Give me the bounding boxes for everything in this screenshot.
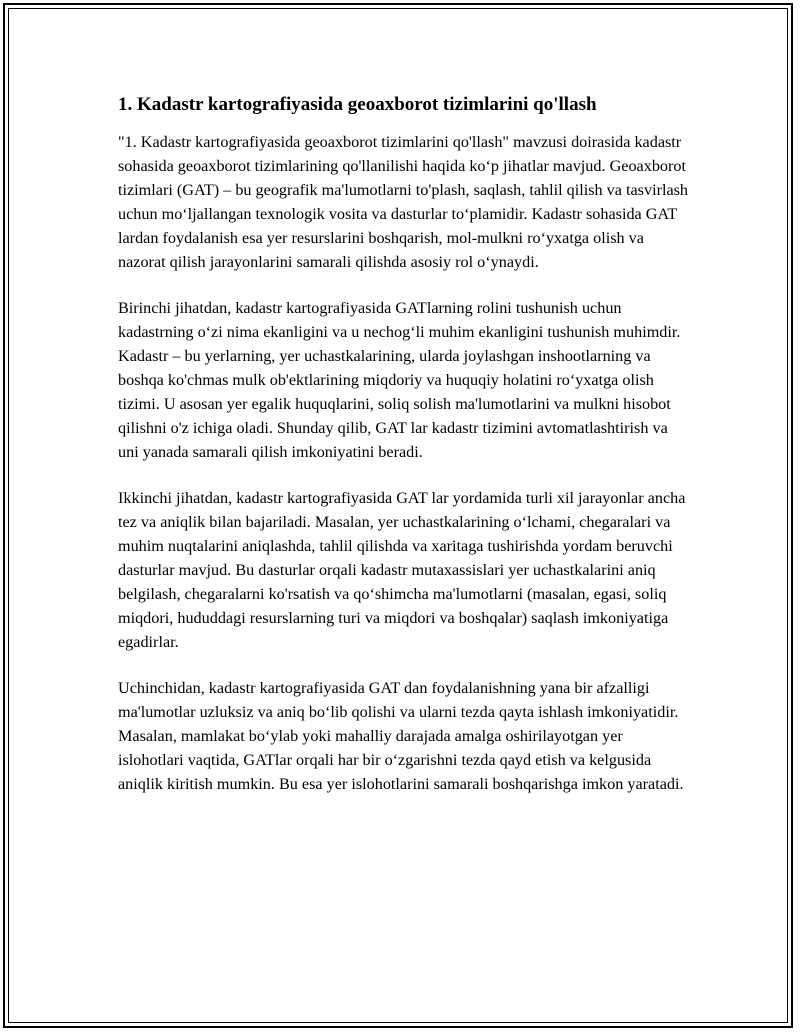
paragraph-second-aspect: Ikkinchi jihatdan, kadastr kartografiyasida GAT lar yordamida turli xil jarayonlar ancha tez va aniqlik bilan bajariladi. Masalan, yer uchastkalarining o‘lchami, chegaralari va muhim nuqtalarini aniqlashda, tahlil qilishda va xaritaga tushirishda yordam beruvchi dasturlar mavjud. Bu dasturlar orqali kadastr mutaxassislari yer uchastkalarini aniq belgilash, chegaralarni ko'rsatish va qo‘shimcha ma'lumotlarni (masalan, egasi, soliq miqdori, hududdagi resurslarning turi va miqdori va boshqalar) saqlash imkoniyatiga egadirlar.: [118, 489, 686, 651]
paragraph-third-aspect: Uchinchidan, kadastr kartografiyasida GAT dan foydalanishning yana bir afzalligi ma'lumotlar uzluksiz va aniq bo‘lib qolishi va ularni tezda qayta ishlash imkoniyatidir. Masalan, mamlakat bo‘ylab yoki mahalliy darajada amalga oshirilayotgan yer islohotlari vaqtida, GATlar orqali har bir o‘zgarishni tezda qayd etish va kelgusida aniqlik kiritish mumkin. Bu esa yer islohotlarini samarali boshqarishga imkon yaratadi.: [118, 679, 684, 793]
paragraph-first-aspect: Birinchi jihatdan, kadastr kartografiyasida GATlarning rolini tushunish uchun kadastrning o‘zi nima ekanligini va u nechog‘li muhim ekanligini tushunish muhimdir. Kadastr – bu yerlarning, yer uchastkalarining, ularda joylashgan inshootlarning va boshqa ko'chmas mulk ob'ektlarining miqdoriy va huquqiy holatini ro‘yxatga olish tizimi. U asosan yer egalik huquqlarini, soliq solish ma'lumotlarini va mulkni hisobot qilishni o'z ichiga oladi. Shunday qilib, GAT lar kadastr tizimini avtomatlashtirish va uni yanada samarali qilish imkoniyatini beradi.: [118, 299, 681, 461]
document-body: [118, 92, 690, 818]
paragraph-intro: "1. Kadastr kartografiyasida geoaxborot tizimlarini qo'llash" mavzusi doirasida kadastr sohasida geoaxborot tizimlarining qo'llanilishi haqida ko‘p jihatlar mavjud. Geoaxborot tizimlari (GAT) – bu geografik ma'lumotlarni to'plash, saqlash, tahlil qilish va tasvirlash uchun mo‘ljallangan texnologik vosita va dasturlar to‘plamidir. Kadastr sohasida GAT lardan foydalanish esa yer resurslarini boshqarish, mol-mulkni ro‘yxatga olish va nazorat qilish jarayonlarini samarali qilishda asosiy rol o‘ynaydi.: [118, 133, 689, 271]
document-heading: 1. Kadastr kartografiyasida geoaxborot tizimlarini qo'llash: [118, 94, 597, 115]
